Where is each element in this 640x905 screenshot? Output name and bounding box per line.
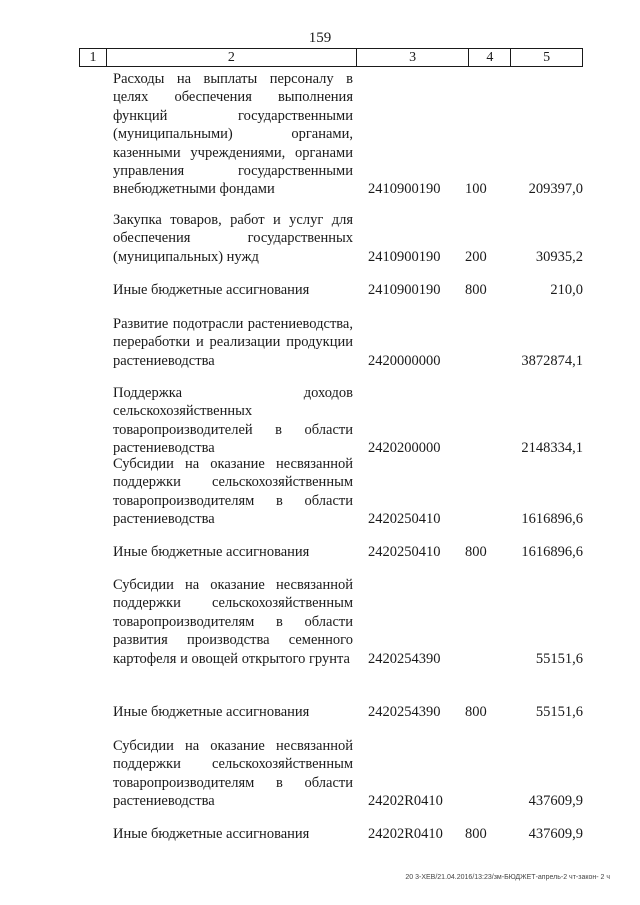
row-amount: 2148334,1 bbox=[521, 440, 583, 457]
row-code: 2410900190 bbox=[368, 181, 441, 198]
document-footer: 20 3-ХЕВ/21.04.2016/13:23/зм-БЮДЖЕТ-апрель-2 чт-закон- 2 ч bbox=[405, 874, 610, 881]
table-row bbox=[113, 384, 583, 458]
header-col-5: 5 bbox=[543, 50, 551, 65]
row-expense-type: 800 bbox=[465, 704, 487, 720]
row-code: 2420200000 bbox=[368, 440, 441, 457]
row-description: Субсидии на оказание несвязанной поддержки сельскохозяйственным товаропроизводителям в области растениеводства bbox=[113, 456, 353, 528]
row-amount: 1616896,6 bbox=[521, 544, 583, 560]
table-row bbox=[113, 455, 583, 529]
row-code: 24202R0410 bbox=[368, 793, 443, 810]
row-code: 2410900190 bbox=[368, 248, 441, 265]
page-number: 159 bbox=[308, 30, 332, 46]
row-code: 2410900190 bbox=[368, 282, 441, 298]
row-amount: 30935,2 bbox=[535, 248, 583, 265]
table-row bbox=[113, 737, 583, 811]
row-code: 2420254390 bbox=[368, 704, 441, 720]
row-description: Иные бюджетные ассигнования bbox=[113, 544, 310, 560]
row-code: 24202R0410 bbox=[368, 826, 443, 842]
row-code: 2420250410 bbox=[368, 544, 441, 560]
row-expense-type: 800 bbox=[465, 826, 487, 842]
row-amount: 210,0 bbox=[550, 282, 583, 298]
table-row bbox=[113, 825, 583, 843]
header-col-1: 1 bbox=[80, 49, 107, 66]
row-amount: 437609,9 bbox=[528, 793, 583, 810]
row-amount: 55151,6 bbox=[535, 650, 583, 667]
header-col-4: 4 bbox=[469, 49, 511, 66]
table-row bbox=[113, 543, 583, 561]
row-description: Развитие подотрасли растениеводства, переработки и реализации продукции растениеводства bbox=[113, 316, 353, 369]
table-row bbox=[113, 211, 583, 266]
header-col-2: 2 bbox=[107, 49, 357, 66]
row-code: 2420254390 bbox=[368, 650, 441, 667]
row-description: Закупка товаров, работ и услуг для обеспечения государственных (муниципальных) нужд bbox=[113, 212, 353, 265]
row-amount: 1616896,6 bbox=[521, 511, 583, 528]
row-expense-type: 100 bbox=[465, 181, 487, 198]
row-expense-type: 800 bbox=[465, 544, 487, 560]
table-row bbox=[113, 703, 583, 721]
table-row bbox=[113, 70, 583, 199]
row-amount: 437609,9 bbox=[528, 826, 583, 842]
row-description: Субсидии на оказание несвязанной поддержки сельскохозяйственным товаропроизводителям в области растениеводства bbox=[113, 738, 353, 810]
row-description: Иные бюджетные ассигнования bbox=[113, 826, 310, 842]
table-row bbox=[113, 315, 583, 370]
row-code: 2420250410 bbox=[368, 511, 441, 528]
row-description: Расходы на выплаты персоналу в целях обеспечения выполнения функций государственными (муниципальными) органами, казенными учреждениями, органами управления государственными внебюджетными фондами bbox=[113, 71, 353, 198]
row-description: Иные бюджетные ассигнования bbox=[113, 282, 310, 298]
row-expense-type: 200 bbox=[465, 248, 487, 265]
table-row bbox=[113, 576, 583, 668]
row-description: Иные бюджетные ассигнования bbox=[113, 704, 310, 720]
row-description: Поддержка доходов сельскохозяйственных товаропроизводителей в области растениеводства bbox=[113, 385, 353, 457]
row-amount: 3872874,1 bbox=[521, 352, 583, 369]
header-col-3: 3 bbox=[357, 49, 470, 66]
row-description: Субсидии на оказание несвязанной поддержки сельскохозяйственным товаропроизводителям в области развития производства семенного картофеля и овощей открытого грунта bbox=[113, 577, 353, 667]
row-expense-type: 800 bbox=[465, 282, 487, 298]
table-row bbox=[113, 281, 583, 299]
row-amount: 209397,0 bbox=[528, 181, 583, 198]
table-header bbox=[79, 48, 583, 67]
row-amount: 55151,6 bbox=[535, 704, 583, 720]
row-code: 2420000000 bbox=[368, 352, 441, 369]
